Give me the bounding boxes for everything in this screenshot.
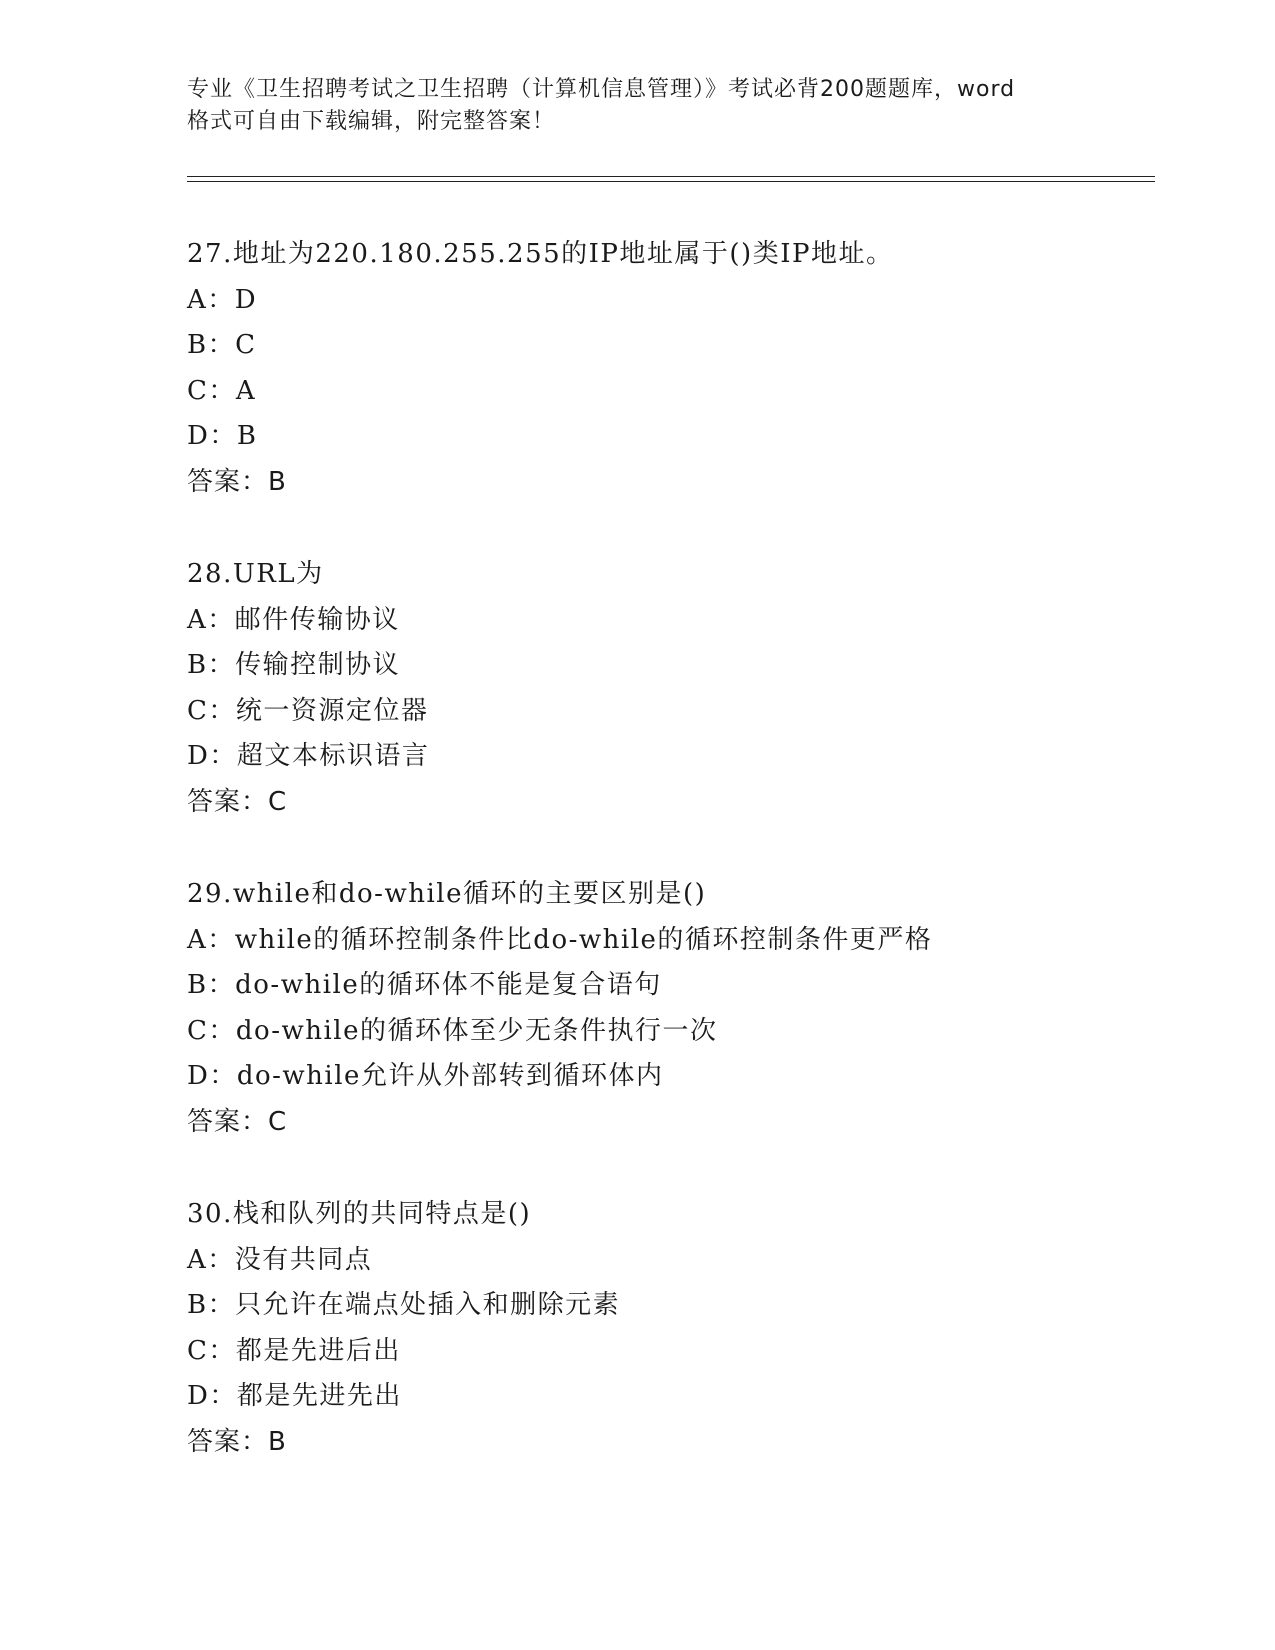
option-d: D：B	[187, 421, 258, 451]
answer-key: 答案：B	[187, 1426, 287, 1457]
header-line-1: 专业《卫生招聘考试之卫生招聘（计算机信息管理）》考试必背200题题库，word	[187, 77, 1016, 102]
option-c: C：A	[187, 375, 257, 406]
option-b: B：只允许在端点处插入和删除元素	[187, 1290, 621, 1320]
option-d: D：都是先进先出	[187, 1381, 402, 1411]
answer-key: 答案：C	[187, 1106, 288, 1137]
question-stem: 28.URL为	[187, 559, 324, 589]
answer-key: 答案：C	[187, 786, 288, 817]
option-d: D：超文本标识语言	[187, 741, 430, 771]
option-b: B：C	[187, 330, 257, 360]
option-a: A：D	[187, 284, 258, 315]
option-a: A：while的循环控制条件比do-while的循环控制条件更严格	[187, 924, 933, 955]
option-b: B：do-while的循环体不能是复合语句	[187, 970, 662, 1000]
question-stem: 30.栈和队列的共同特点是()	[187, 1199, 532, 1229]
header-divider-top	[187, 176, 1155, 177]
option-c: C：都是先进后出	[187, 1335, 401, 1366]
question-stem: 29.while和do-while循环的主要区别是()	[187, 879, 707, 909]
option-d: D：do-while允许从外部转到循环体内	[187, 1061, 664, 1091]
question-stem: 27.地址为220.180.255.255的IP地址属于()类IP地址。	[187, 239, 894, 269]
header-line-2: 格式可自由下载编辑，附完整答案！	[187, 109, 556, 134]
document-header	[187, 74, 1087, 138]
question-28	[187, 552, 1167, 825]
option-b: B：传输控制协议	[187, 650, 401, 680]
question-27	[187, 232, 1167, 505]
question-30	[187, 1192, 1167, 1465]
header-divider-bottom	[187, 181, 1155, 182]
option-c: C：统一资源定位器	[187, 695, 429, 726]
option-a: A：没有共同点	[187, 1244, 373, 1275]
option-a: A：邮件传输协议	[187, 604, 400, 635]
question-29	[187, 872, 1167, 1145]
option-c: C：do-while的循环体至少无条件执行一次	[187, 1015, 718, 1046]
answer-key: 答案：B	[187, 466, 287, 497]
